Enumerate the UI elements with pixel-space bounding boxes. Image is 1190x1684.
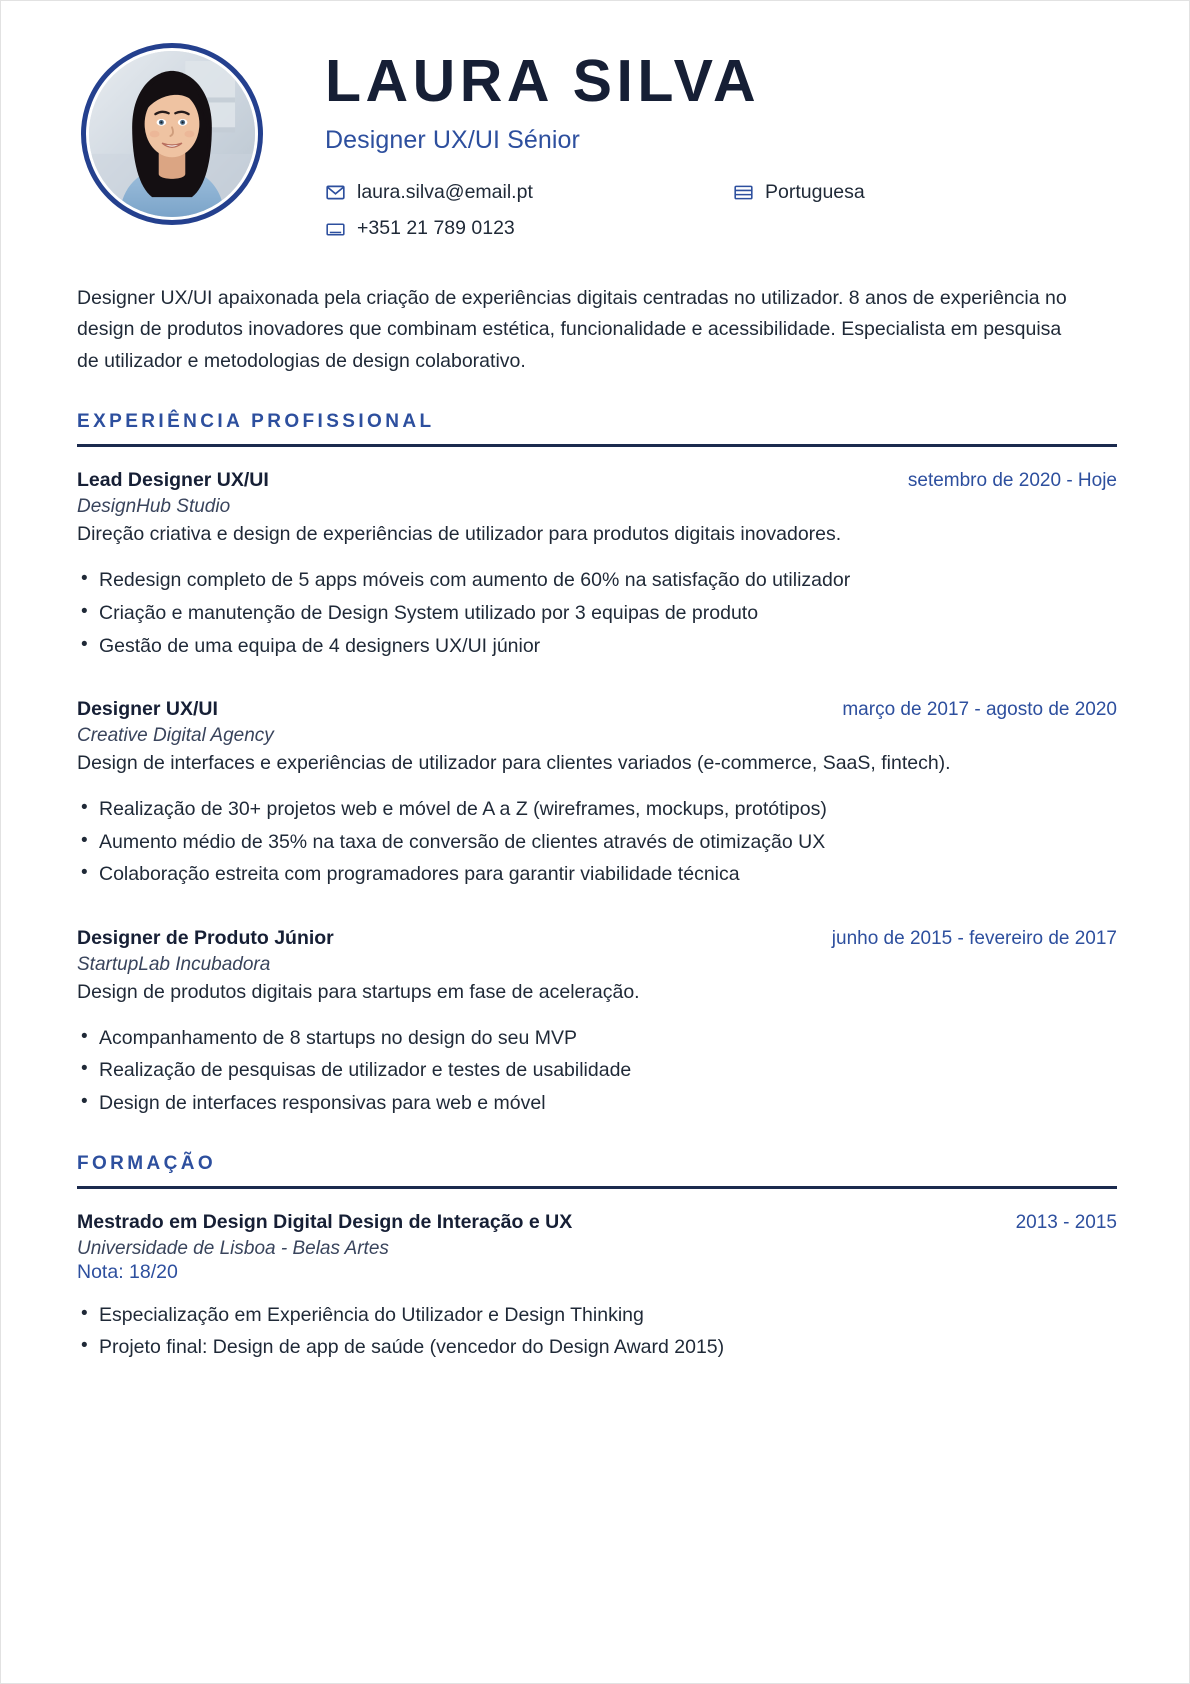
envelope-icon bbox=[325, 182, 346, 203]
entry-title: Designer UX/UI bbox=[77, 698, 218, 721]
list-item: • Criação e manutenção de Design System utilizado por 3 equipas de produto bbox=[77, 599, 1117, 629]
entry-date: setembro de 2020 - Hoje bbox=[907, 470, 1117, 492]
resume-entry bbox=[77, 469, 1117, 661]
contact-nationality bbox=[733, 181, 1117, 204]
profile-photo bbox=[89, 51, 255, 217]
resume-sections bbox=[77, 411, 1117, 1362]
entry-bullet-list bbox=[77, 795, 1117, 890]
phone-icon bbox=[325, 219, 346, 240]
contact-phone[interactable] bbox=[325, 217, 733, 240]
entry-title: Mestrado em Design Digital Design de Interação e UX bbox=[77, 1210, 573, 1233]
list-item: • Projeto final: Design de app de saúde (vencedor do Design Award 2015) bbox=[77, 1333, 1117, 1363]
entry-title: Designer de Produto Júnior bbox=[77, 926, 334, 949]
list-item: • Realização de pesquisas de utilizador e testes de usabilidade bbox=[77, 1056, 1117, 1086]
resume-entry bbox=[77, 1211, 1117, 1363]
list-item: • Gestão de uma equipa de 4 designers UX/UI júnior bbox=[77, 632, 1117, 662]
flag-icon bbox=[733, 182, 754, 203]
entry-header-row bbox=[77, 927, 1117, 950]
entry-organization: DesignHub Studio bbox=[77, 496, 231, 518]
entry-date: março de 2017 - agosto de 2020 bbox=[842, 699, 1117, 721]
section-title: EXPERIÊNCIA PROFISSIONAL bbox=[77, 411, 435, 433]
entry-header-row bbox=[77, 698, 1117, 721]
list-item: • Colaboração estreita com programadores para garantir viabilidade técnica bbox=[77, 860, 1117, 890]
entry-bullet-list bbox=[77, 1024, 1117, 1119]
resume-entry bbox=[77, 698, 1117, 890]
contact-email-value: laura.silva@email.pt bbox=[357, 180, 533, 203]
entry-date: junho de 2015 - fevereiro de 2017 bbox=[831, 927, 1117, 949]
list-item: • Design de interfaces responsivas para web e móvel bbox=[77, 1089, 1117, 1119]
entry-organization: StartupLab Incubadora bbox=[77, 953, 271, 975]
entry-date: 2013 - 2015 bbox=[1015, 1211, 1117, 1233]
entry-grade-note: Nota: 18/20 bbox=[77, 1260, 178, 1283]
entry-bullet-list bbox=[77, 566, 1117, 661]
resume-section bbox=[77, 1153, 1117, 1363]
list-item: • Aumento médio de 35% na taxa de conversão de clientes através de otimização UX bbox=[77, 828, 1117, 858]
list-item: • Redesign completo de 5 apps móveis com aumento de 60% na satisfação do utilizador bbox=[77, 566, 1117, 596]
entry-description: Design de interfaces e experiências de utilizador para clientes variados (e-commerce, SaaS, fintech). bbox=[77, 752, 951, 775]
entry-description: Direção criativa e design de experiências de utilizador para produtos digitais inovadores. bbox=[77, 523, 842, 546]
list-item: • Acompanhamento de 8 startups no design do seu MVP bbox=[77, 1024, 1117, 1054]
contact-nationality-value: Portuguesa bbox=[765, 180, 865, 203]
section-title: FORMAÇÃO bbox=[77, 1152, 217, 1174]
list-item: • Realização de 30+ projetos web e móvel de A a Z (wireframes, mockups, protótipos) bbox=[77, 795, 1117, 825]
entry-header-row bbox=[77, 469, 1117, 492]
page-title: LAURA SILVA bbox=[325, 48, 761, 114]
professional-summary: Designer UX/UI apaixonada pela criação de experiências digitais centradas no utilizador. 8 anos de experiência no design de produtos inovadores que combinam estética, funcionalidade e acessibilidade. Especialista em pesquisa de utilizador e metodologias de design colaborativo. bbox=[77, 286, 1067, 372]
entry-organization: Universidade de Lisboa - Belas Artes bbox=[77, 1237, 389, 1259]
header-text-block bbox=[263, 41, 1117, 241]
entry-header-row bbox=[77, 1211, 1117, 1234]
contact-info bbox=[325, 181, 1117, 241]
list-item: • Especialização em Experiência do Utilizador e Design Thinking bbox=[77, 1301, 1117, 1331]
section-divider bbox=[77, 1186, 1117, 1189]
entry-organization: Creative Digital Agency bbox=[77, 725, 274, 747]
job-role-subtitle: Designer UX/UI Sénior bbox=[325, 125, 580, 154]
entry-title: Lead Designer UX/UI bbox=[77, 469, 269, 492]
resume-entry bbox=[77, 927, 1117, 1119]
entry-description: Design de produtos digitais para startups em fase de aceleração. bbox=[77, 980, 640, 1003]
section-divider bbox=[77, 444, 1117, 447]
entry-bullet-list bbox=[77, 1301, 1117, 1363]
avatar bbox=[81, 43, 263, 225]
contact-phone-value: +351 21 789 0123 bbox=[357, 217, 515, 240]
resume-section bbox=[77, 411, 1117, 1118]
contact-email[interactable] bbox=[325, 181, 733, 204]
resume-header bbox=[77, 35, 1117, 241]
